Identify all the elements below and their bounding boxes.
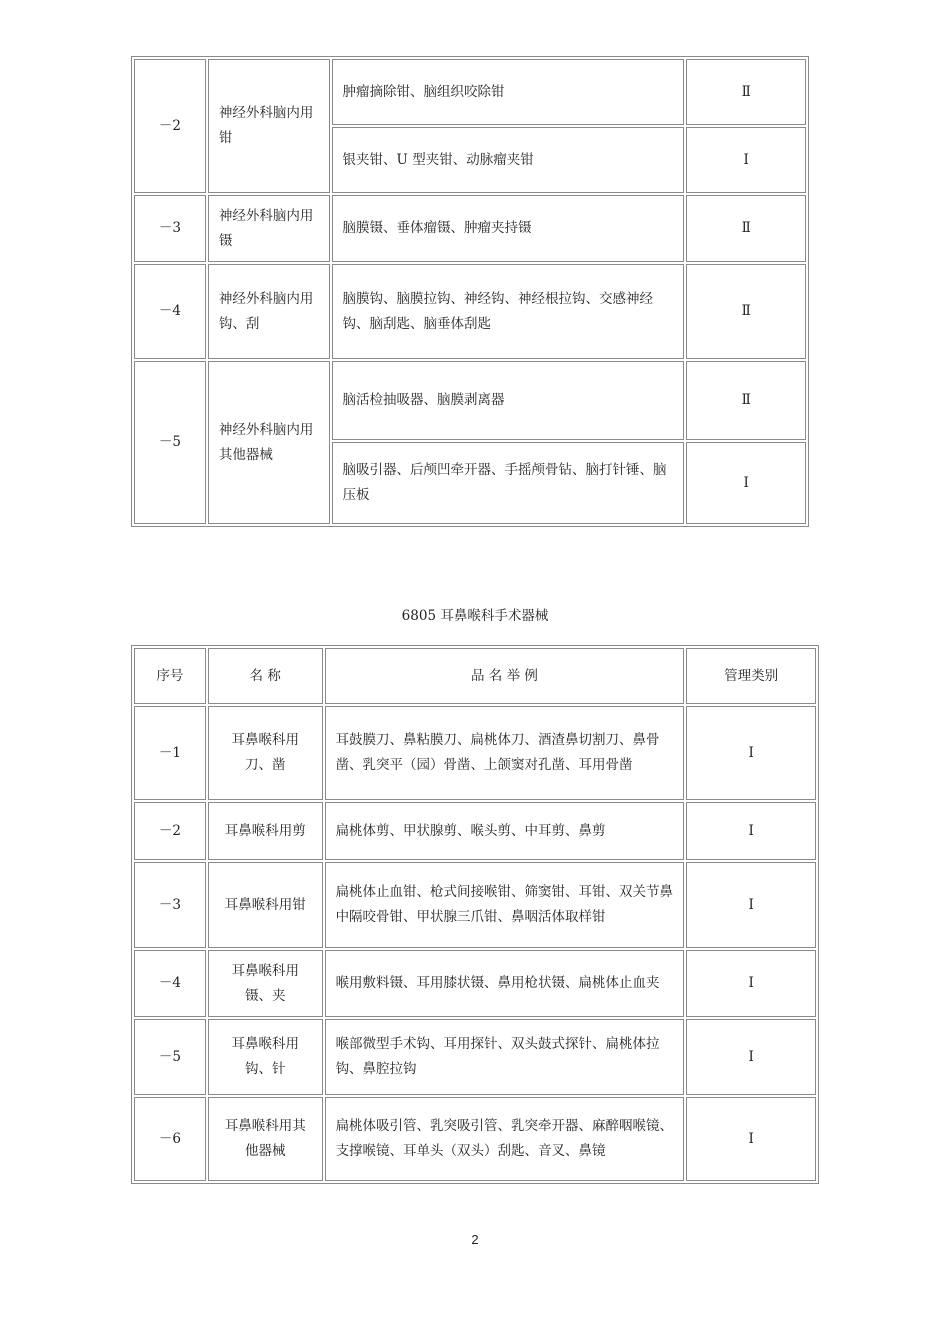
table-row xyxy=(134,802,816,860)
items-cell: 脑膜镊、垂体瘤镊、肿瘤夹持镊 xyxy=(332,195,685,262)
items-cell: 脑活检抽吸器、脑膜剥离器 xyxy=(332,361,685,440)
name-cell: 神经外科脑内用钳 xyxy=(208,59,330,193)
class-cell: Ⅰ xyxy=(686,127,806,193)
items-cell: 喉用敷料镊、耳用膝状镊、鼻用枪状镊、扁桃体止血夹 xyxy=(325,950,685,1017)
table-row xyxy=(134,862,816,948)
neurosurgery-table xyxy=(131,56,809,527)
items-cell: 银夹钳、U 型夹钳、动脉瘤夹钳 xyxy=(332,127,685,193)
class-cell: Ⅰ xyxy=(686,950,816,1017)
class-cell: Ⅰ xyxy=(686,706,816,800)
class-cell: Ⅱ xyxy=(686,195,806,262)
items-cell: 脑膜钩、脑膜拉钩、神经钩、神经根拉钩、交感神经钩、脑刮匙、脑垂体刮匙 xyxy=(332,264,685,359)
header-name: 名 称 xyxy=(208,648,323,704)
seq-cell: －2 xyxy=(134,59,206,193)
items-cell: 扁桃体止血钳、枪式间接喉钳、筛窦钳、耳钳、双关节鼻中隔咬骨钳、甲状腺三爪钳、鼻咽活体取样钳 xyxy=(325,862,685,948)
seq-cell: －5 xyxy=(134,361,206,524)
items-cell: 扁桃体吸引管、乳突吸引管、乳突牵开器、麻醉咽喉镜、支撑喉镜、耳单头（双头）刮匙、音叉、鼻镜 xyxy=(325,1097,685,1181)
name-cell: 神经外科脑内用钩、刮 xyxy=(208,264,330,359)
header-items: 品 名 举 例 xyxy=(325,648,685,704)
header-row xyxy=(134,648,816,704)
items-cell: 肿瘤摘除钳、脑组织咬除钳 xyxy=(332,59,685,125)
seq-cell: －4 xyxy=(134,264,206,359)
seq-cell: －5 xyxy=(134,1019,206,1095)
class-cell: Ⅰ xyxy=(686,442,806,524)
table-row xyxy=(134,361,806,440)
items-cell: 扁桃体剪、甲状腺剪、喉头剪、中耳剪、鼻剪 xyxy=(325,802,685,860)
seq-cell: －3 xyxy=(134,195,206,262)
items-cell: 脑吸引器、后颅凹牵开器、手摇颅骨钻、脑打针锤、脑压板 xyxy=(332,442,685,524)
header-class: 管理类别 xyxy=(686,648,816,704)
seq-cell: －2 xyxy=(134,802,206,860)
table-row xyxy=(134,706,816,800)
header-seq: 序号 xyxy=(134,648,206,704)
table-row xyxy=(134,1097,816,1181)
name-cell: 耳鼻喉科用刀、凿 xyxy=(208,706,323,800)
seq-cell: －6 xyxy=(134,1097,206,1181)
class-cell: Ⅱ xyxy=(686,59,806,125)
name-cell: 神经外科脑内用镊 xyxy=(208,195,330,262)
name-cell: 耳鼻喉科用钩、针 xyxy=(208,1019,323,1095)
seq-cell: －4 xyxy=(134,950,206,1017)
ent-instruments-table xyxy=(131,645,819,1184)
items-cell: 喉部微型手术钩、耳用探针、双头鼓式探针、扁桃体拉钩、鼻腔拉钩 xyxy=(325,1019,685,1095)
name-cell: 神经外科脑内用其他器械 xyxy=(208,361,330,524)
items-cell: 耳鼓膜刀、鼻粘膜刀、扁桃体刀、酒渣鼻切割刀、鼻骨凿、乳突平（园）骨凿、上颌窦对孔凿、耳用骨凿 xyxy=(325,706,685,800)
name-cell: 耳鼻喉科用剪 xyxy=(208,802,323,860)
class-cell: Ⅰ xyxy=(686,862,816,948)
class-cell: Ⅰ xyxy=(686,1097,816,1181)
table-row xyxy=(134,59,806,125)
class-cell: Ⅰ xyxy=(686,1019,816,1095)
section-title: 6805 耳鼻喉科手术器械 xyxy=(401,608,549,624)
name-cell: 耳鼻喉科用镊、夹 xyxy=(208,950,323,1017)
seq-cell: －1 xyxy=(134,706,206,800)
table-row xyxy=(134,1019,816,1095)
seq-cell: －3 xyxy=(134,862,206,948)
table-row xyxy=(134,950,816,1017)
page-number: 2 xyxy=(471,1232,479,1247)
class-cell: Ⅱ xyxy=(686,264,806,359)
table-row xyxy=(134,264,806,359)
class-cell: Ⅱ xyxy=(686,361,806,440)
table-row xyxy=(134,195,806,262)
class-cell: Ⅰ xyxy=(686,802,816,860)
name-cell: 耳鼻喉科用钳 xyxy=(208,862,323,948)
name-cell: 耳鼻喉科用其他器械 xyxy=(208,1097,323,1181)
